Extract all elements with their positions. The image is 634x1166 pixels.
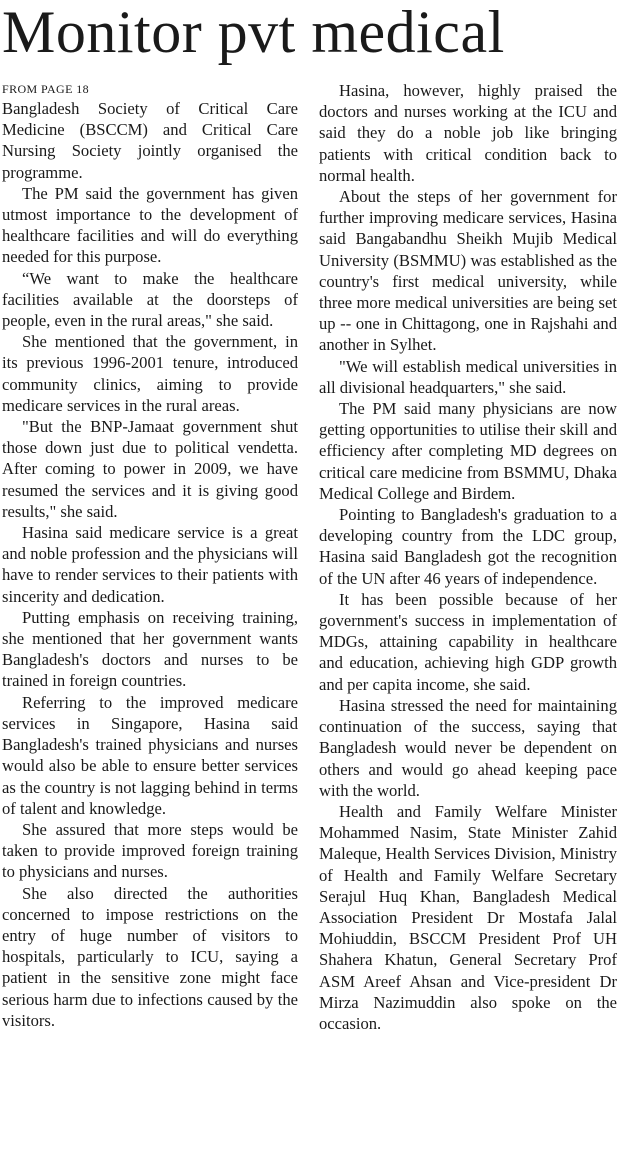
paragraph: She mentioned that the government, in its previous 1996-2001 tenure, introduced community clinics, aiming to provide medicare services in the rural areas. xyxy=(2,332,298,415)
paragraph: Hasina, however, highly praised the doctors and nurses working at the ICU and said they do a noble job like bringing patients with critical condition back to normal health. xyxy=(319,81,617,185)
paragraph: Bangladesh Society of Critical Care Medicine (BSCCM) and Critical Care Nursing Society jointly organised the programme. xyxy=(2,99,298,182)
paragraph: "We will establish medical universities in all divisional headquarters," she said. xyxy=(319,356,617,397)
paragraph: The PM said many physicians are now getting opportunities to utilise their skill and efficiency after completing MD degrees on critical care medicine from BSMMU, Dhaka Medical College and Birdem. xyxy=(319,399,617,503)
paragraph: It has been possible because of her government's success in implementation of MDGs, attaining capability in healthcare and education, achieving high GDP growth and per capita income, she said. xyxy=(319,589,617,694)
paragraph: “We want to make the healthcare facilities available at the doorsteps of people, even in the rural areas," she said. xyxy=(2,268,298,331)
headline: Monitor pvt medical xyxy=(2,0,505,65)
paragraph: Hasina said medicare service is a great and noble profession and the physicians will have to render services to their patients with sincerity and dedication. xyxy=(2,523,298,606)
paragraph: About the steps of her government for further improving medicare services, Hasina said Bangabandhu Sheikh Mujib Medical University (BSMMU) was established as the country's first medical university, while three more medical universities are being set up -- one in Chittagong, one in Rajshahi and another in Sylhet. xyxy=(319,187,617,355)
paragraph: She assured that more steps would be taken to provide improved foreign training to physicians and nurses. xyxy=(2,819,298,882)
paragraph: Pointing to Bangladesh's graduation to a developing country from the LDC group, Hasina said Bangladesh got the recognition of the UN after 46 years of independence. xyxy=(319,505,617,588)
paragraph: She also directed the authorities concerned to impose restrictions on the entry of huge number of visitors to hospitals, particularly to ICU, saying a patient in the sensitive zone might face serious harm due to infections caused by the visitors. xyxy=(2,883,298,1030)
article-column-left xyxy=(2,80,298,1031)
paragraph: Referring to the improved medicare services in Singapore, Hasina said Bangladesh's trained physicians and nurses would also be able to ensure better services as the country is not lagging behind in terms of talent and knowledge. xyxy=(2,692,298,818)
paragraph: Hasina stressed the need for maintaining continuation of the success, saying that Bangladesh would never be dependent on others and would go ahead keeping pace with the world. xyxy=(319,695,617,800)
paragraph: Health and Family Welfare Minister Mohammed Nasim, State Minister Zahid Maleque, Health Services Division, Ministry of Health and Family Welfare Secretary Serajul Huq Khan, Bangladesh Medical Association President Dr Mostafa Jalal Mohiuddin, BSCCM President Prof UH Shahera Khatun, General Secretary Prof ASM Areef Ahsan and Vice-president Dr Mirza Nazimuddin also spoke on the occasion. xyxy=(319,801,617,1033)
article-column-right xyxy=(319,80,617,1034)
continuation-kicker: FROM PAGE 18 xyxy=(2,82,90,96)
paragraph: Putting emphasis on receiving training, she mentioned that her government wants Bangladesh's doctors and nurses to be trained in foreign countries. xyxy=(2,607,298,691)
paragraph: The PM said the government has given utmost importance to the development of healthcare facilities and will do everything needed for this purpose. xyxy=(2,183,298,267)
paragraph: "But the BNP-Jamaat government shut those down just due to political vendetta. After coming to power in 2009, we have resumed the services and it is giving good results," she said. xyxy=(2,417,298,521)
